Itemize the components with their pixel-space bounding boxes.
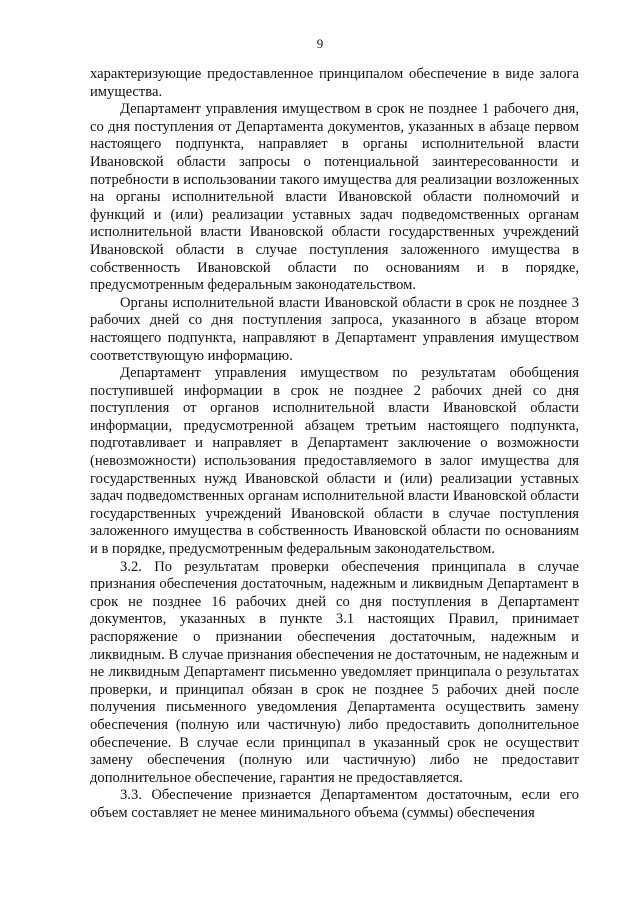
paragraph: Органы исполнительной власти Ивановской области в срок не позднее 3 рабочих дней со дня поступления запроса, указанного в абзаце втором настоящего подпункта, направляют в Департамент управления имуществом соответствующую информацию. xyxy=(90,294,579,364)
paragraph-section-3-3: 3.3. Обеспечение признается Департаментом достаточным, если его объем составляет не менее минимального объема (суммы) обеспечения xyxy=(90,787,579,821)
paragraph-section-3-2: 3.2. По результатам проверки обеспечения принципала в случае признания обеспечения достаточным, надежным и ликвидным Департамент в срок не позднее 16 рабочих дней со дня поступления в Департамент документов, указанных в пункте 3.1 настоящих Правил, принимает распоряжение о признании обеспечения достаточным, надежным и ликвидным. В случае признания обеспечения не достаточным, не надежным и не ликвидным Департамент письменно уведомляет принципала о результатах проверки, и принципал обязан в срок не позднее 5 рабочих дней после получения письменного уведомления Департамента осуществить замену обеспечения (полную или частичную) либо предоставить дополнительное обеспечение. В случае если принципал в указанный срок не осуществит замену обеспечения (полную или частичную) либо не предоставит дополнительное обеспечение, гарантия не предоставляется. xyxy=(90,558,579,786)
paragraph: Департамент управления имуществом по результатам обобщения поступившей информации в срок не позднее 2 рабочих дней со дня поступления от органов исполнительной власти Ивановской области информации, предусмотренной абзацем третьим настоящего подпункта, подготавливает и направляет в Департамент заключение о возможности (невозможности) использования предоставляемого в залог имущества для государственных нужд Ивановской области и (или) реализации уставных задач подведомственных органам исполнительной власти Ивановской области государственных учреждений Ивановской области в случае поступления заложенного имущества в собственность Ивановской области по основаниям и в порядке, предусмотренным федеральным законодательством. xyxy=(90,365,579,558)
document-body xyxy=(90,66,579,823)
paragraph: Департамент управления имуществом в срок не позднее 1 рабочего дня, со дня поступления от Департамента документов, указанных в абзаце первом настоящего подпункта, направляет в органы исполнительной власти Ивановской области запросы о потенциальной заинтересованности и потребности в использовании такого имущества для реализации возложенных на органы исполнительной власти Ивановской области полномочий и функций и (или) реализации уставных задач подведомственных органам исполнительной власти Ивановской области государственных учреждений Ивановской области в случае поступления заложенного имущества в собственность Ивановской области по основаниям и в порядке, предусмотренным федеральным законодательством. xyxy=(90,101,579,294)
page-number: 9 xyxy=(316,36,324,51)
paragraph-continued: характеризующие предоставленное принципалом обеспечение в виде залога имущества. xyxy=(90,66,579,100)
